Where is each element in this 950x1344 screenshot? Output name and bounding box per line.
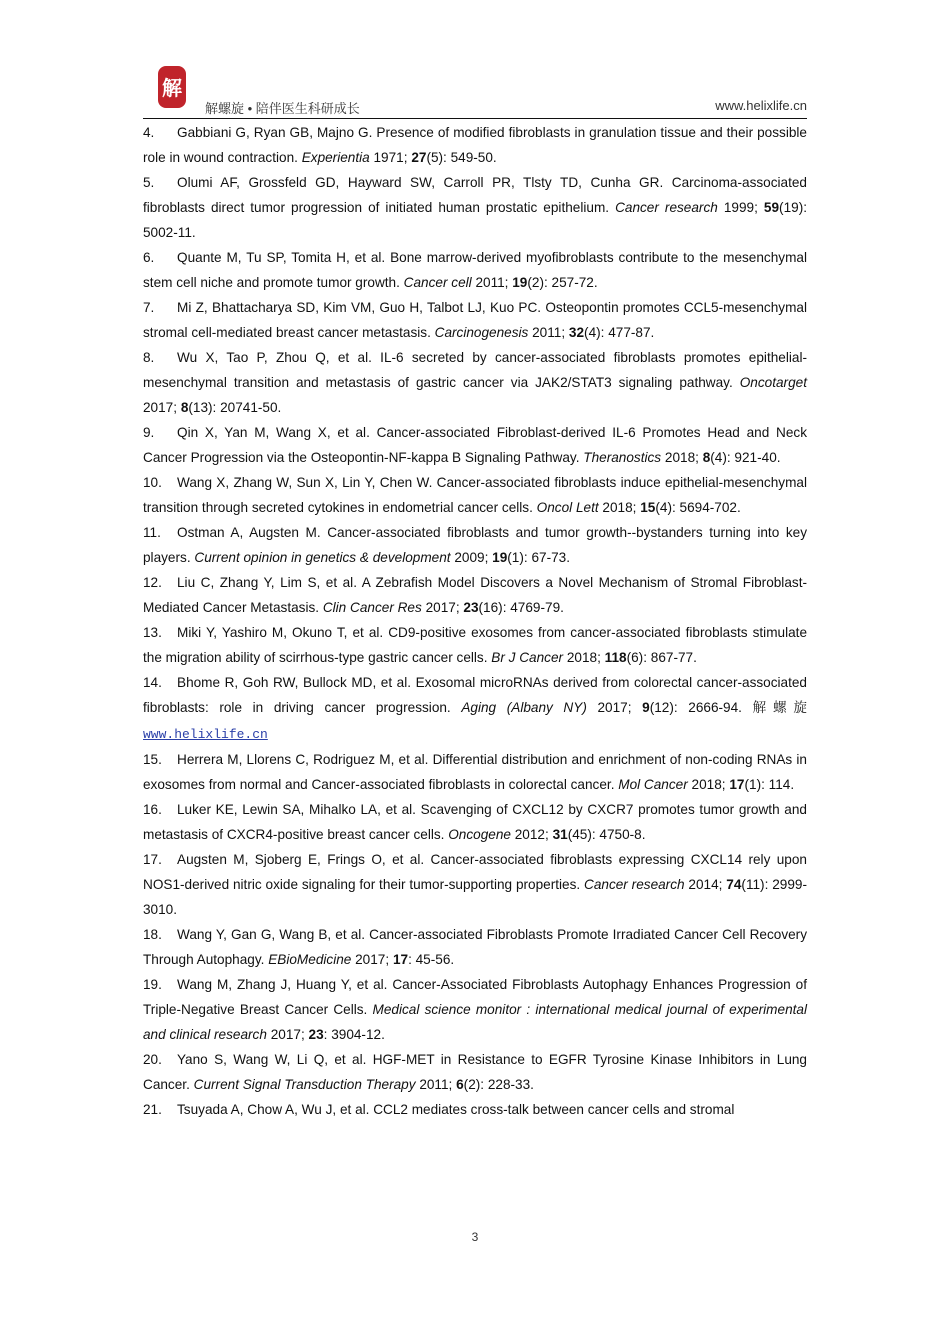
reference-text: Mi Z, Bhattacharya SD, Kim VM, Guo H, Talbot LJ, Kuo PC. Osteopontin promotes CCL5-mesenchymal stromal cell-mediated breast cancer metastasis. bbox=[143, 300, 807, 340]
reference-text: Wang X, Zhang W, Sun X, Lin Y, Chen W. Cancer-associated fibroblasts induce epithelial-mesenchymal transition through secreted cytokines in endometrial cancer cells. bbox=[143, 475, 807, 515]
reference-number: 14. bbox=[143, 675, 162, 690]
reference-volume: 32 bbox=[568, 325, 585, 340]
reference-year: 2018; bbox=[566, 650, 601, 665]
reference-pages: (4): 921-40. bbox=[710, 450, 781, 465]
reference-number: 12. bbox=[143, 575, 162, 590]
reference-volume: 31 bbox=[552, 827, 568, 842]
reference-number: 6. bbox=[143, 250, 155, 265]
reference-year: 2017; bbox=[425, 600, 460, 615]
reference-volume: 27 bbox=[411, 150, 427, 165]
reference-number: 19. bbox=[143, 977, 162, 992]
reference-pages: (2): 257-72. bbox=[527, 275, 598, 290]
reference-text: Miki Y, Yashiro M, Okuno T, et al. CD9-positive exosomes from cancer-associated fibroblasts stimulate the migration ability of scirrhous-type gastric cancer cells. bbox=[143, 625, 807, 665]
reference-text: Tsuyada A, Chow A, Wu J, et al. CCL2 mediates cross-talk between cancer cells and stromal bbox=[177, 1102, 735, 1117]
reference-number: 21. bbox=[143, 1102, 162, 1117]
reference-year: 2011; bbox=[532, 325, 566, 340]
reference-number: 15. bbox=[143, 752, 162, 767]
reference-number: 20. bbox=[143, 1052, 162, 1067]
site-url[interactable]: www.helixlife.cn bbox=[715, 98, 807, 113]
reference-volume: 19 bbox=[512, 275, 528, 290]
reference-item bbox=[143, 170, 807, 245]
reference-text: Qin X, Yan M, Wang X, et al. Cancer-associated Fibroblast-derived IL-6 Promotes Head and Neck Cancer Progression via the Osteopontin-NF-kappa B Signaling Pathway. bbox=[143, 425, 807, 465]
reference-number: 18. bbox=[143, 927, 162, 942]
reference-text: Yano S, Wang W, Li Q, et al. HGF-MET in Resistance to EGFR Tyrosine Kinase Inhibitors in Lung Cancer. bbox=[143, 1052, 807, 1092]
reference-pages: (4): 477-87. bbox=[584, 325, 655, 340]
reference-item bbox=[143, 747, 807, 797]
reference-text: Bhome R, Goh RW, Bullock MD, et al. Exosomal microRNAs derived from colorectal cancer-associated fibroblasts: role in driving cancer progression. bbox=[143, 675, 807, 715]
reference-number: 4. bbox=[143, 125, 155, 140]
reference-text: Wang M, Zhang J, Huang Y, et al. Cancer-Associated Fibroblasts Autophagy Enhances Progression of Triple-Negative Breast Cancer Cells. bbox=[143, 977, 807, 1017]
reference-pages: (12): 2666-94. bbox=[649, 700, 742, 715]
reference-volume: 8 bbox=[702, 450, 711, 465]
reference-pages: : 3904-12. bbox=[323, 1027, 385, 1042]
reference-text: Olumi AF, Grossfeld GD, Hayward SW, Carroll PR, Tlsty TD, Cunha GR. Carcinoma-associated fibroblasts direct tumor progression of initiated human prostatic epithelium. bbox=[143, 175, 807, 215]
reference-pages: (45): 4750-8. bbox=[567, 827, 646, 842]
reference-journal: EBioMedicine bbox=[268, 952, 352, 967]
reference-pages: (1): 114. bbox=[744, 777, 795, 792]
reference-item bbox=[143, 120, 807, 170]
reference-pages: (2): 228-33. bbox=[463, 1077, 534, 1092]
reference-number: 17. bbox=[143, 852, 162, 867]
reference-year: 2012; bbox=[514, 827, 549, 842]
reference-volume: 9 bbox=[642, 700, 650, 715]
reference-year: 2017; bbox=[143, 400, 178, 415]
reference-text: Quante M, Tu SP, Tomita H, et al. Bone marrow-derived myofibroblasts contribute to the mesenchymal stem cell niche and promote tumor growth. bbox=[143, 250, 807, 290]
reference-number: 10. bbox=[143, 475, 162, 490]
reference-year: 2014; bbox=[688, 877, 723, 892]
brand-slogan: 解螺旋 • 陪伴医生科研成长 bbox=[205, 101, 360, 116]
reference-number: 16. bbox=[143, 802, 162, 817]
reference-number: 13. bbox=[143, 625, 162, 640]
reference-text: Liu C, Zhang Y, Lim S, et al. A Zebrafish Model Discovers a Novel Mechanism of Stromal Fibroblast-Mediated Cancer Metastasis. bbox=[143, 575, 807, 615]
reference-journal: Clin Cancer Res bbox=[322, 600, 422, 615]
reference-volume: 74 bbox=[726, 877, 742, 892]
reference-year: 1999; bbox=[723, 200, 758, 215]
reference-text: Ostman A, Augsten M. Cancer-associated fibroblasts and tumor growth--bystanders turning into key players. bbox=[143, 525, 807, 565]
inline-watermark: 解螺旋 bbox=[752, 700, 808, 716]
reference-item bbox=[143, 922, 807, 972]
reference-volume: 118 bbox=[604, 650, 627, 665]
reference-journal: Theranostics bbox=[583, 450, 662, 465]
reference-pages: (19): 5002-11. bbox=[143, 200, 807, 240]
reference-number: 11. bbox=[143, 525, 161, 540]
reference-text: Luker KE, Lewin SA, Mihalko LA, et al. Scavenging of CXCL12 by CXCR7 promotes tumor growth and metastasis of CXCR4-positive breast cancer cells. bbox=[143, 802, 807, 842]
reference-journal: Cancer research bbox=[615, 200, 718, 215]
reference-pages: (1): 67-73. bbox=[507, 550, 570, 565]
reference-year: 2018; bbox=[602, 500, 637, 515]
reference-year: 2018; bbox=[691, 777, 726, 792]
reference-pages: : 45-56. bbox=[408, 952, 455, 967]
reference-journal: Mol Cancer bbox=[618, 777, 688, 792]
reference-journal: Cancer research bbox=[584, 877, 685, 892]
reference-item bbox=[143, 797, 807, 847]
reference-volume: 8 bbox=[180, 400, 189, 415]
reference-year: 2009; bbox=[454, 550, 489, 565]
reference-volume: 17 bbox=[392, 952, 409, 967]
reference-journal: Aging (Albany NY) bbox=[461, 700, 587, 715]
reference-year: 2017; bbox=[597, 700, 632, 715]
reference-item bbox=[143, 1097, 807, 1122]
reference-item bbox=[143, 570, 807, 620]
reference-year: 2017; bbox=[355, 952, 390, 967]
reference-journal: Cancer cell bbox=[403, 275, 472, 290]
reference-item bbox=[143, 420, 807, 470]
reference-volume: 19 bbox=[492, 550, 508, 565]
reference-pages: (5): 549-50. bbox=[426, 150, 497, 165]
reference-text: Wang Y, Gan G, Wang B, et al. Cancer-associated Fibroblasts Promote Irradiated Cancer Cell Recovery Through Autophagy. bbox=[143, 927, 807, 967]
reference-year: 2017; bbox=[270, 1027, 305, 1042]
reference-year: 1971; bbox=[373, 150, 408, 165]
reference-volume: 23 bbox=[308, 1027, 324, 1042]
reference-journal: Br J Cancer bbox=[491, 650, 564, 665]
reference-journal: Oncogene bbox=[448, 827, 511, 842]
reference-number: 8. bbox=[143, 350, 155, 365]
reference-item bbox=[143, 295, 807, 345]
reference-journal: Oncol Lett bbox=[536, 500, 599, 515]
reference-journal: Current opinion in genetics & development bbox=[194, 550, 451, 565]
reference-item bbox=[143, 470, 807, 520]
reference-pages: (6): 867-77. bbox=[626, 650, 697, 665]
reference-pages: (11): 2999-3010. bbox=[143, 877, 807, 917]
reference-item bbox=[143, 670, 807, 747]
reference-year: 2011; bbox=[419, 1077, 453, 1092]
reference-text: Wu X, Tao P, Zhou Q, et al. IL-6 secreted by cancer-associated fibroblasts promotes epithelial-mesenchymal transition and metastasis of gastric cancer via JAK2/STAT3 signaling pathway. bbox=[143, 350, 807, 390]
watermark-link[interactable]: www.helixlife.cn bbox=[143, 727, 268, 742]
reference-text: Gabbiani G, Ryan GB, Majno G. Presence of modified fibroblasts in granulation tissue and their possible role in wound contraction. bbox=[143, 125, 807, 165]
reference-item bbox=[143, 847, 807, 922]
reference-pages: (13): 20741-50. bbox=[188, 400, 282, 415]
reference-year: 2011; bbox=[475, 275, 509, 290]
reference-journal: Oncotarget bbox=[739, 375, 807, 390]
reference-journal: Experientia bbox=[301, 150, 370, 165]
reference-text: Augsten M, Sjoberg E, Frings O, et al. Cancer-associated fibroblasts expressing CXCL14 rely upon NOS1-derived nitric oxide signaling for their tumor-supporting properties. bbox=[143, 852, 807, 892]
reference-text: Herrera M, Llorens C, Rodriguez M, et al. Differential distribution and enrichment of non-coding RNAs in exosomes from normal and Cancer-associated fibroblasts in colorectal cancer. bbox=[143, 752, 807, 792]
reference-item bbox=[143, 245, 807, 295]
reference-pages: (16): 4769-79. bbox=[478, 600, 564, 615]
helixlife-logo-icon bbox=[156, 64, 188, 110]
reference-volume: 17 bbox=[729, 777, 745, 792]
reference-number: 7. bbox=[143, 300, 155, 315]
reference-item bbox=[143, 620, 807, 670]
header-rule bbox=[143, 118, 807, 119]
reference-journal: Current Signal Transduction Therapy bbox=[193, 1077, 416, 1092]
reference-item bbox=[143, 972, 807, 1047]
reference-journal: Carcinogenesis bbox=[434, 325, 529, 340]
reference-item bbox=[143, 520, 807, 570]
reference-volume: 6 bbox=[456, 1077, 464, 1092]
reference-journal: Medical science monitor : international medical journal of experimental and clinical research bbox=[143, 1002, 807, 1042]
reference-pages: (4): 5694-702. bbox=[655, 500, 741, 515]
reference-number: 5. bbox=[143, 175, 155, 190]
reference-volume: 15 bbox=[640, 500, 656, 515]
reference-list bbox=[143, 120, 807, 1122]
reference-year: 2018; bbox=[664, 450, 699, 465]
logo-glyph: 解 bbox=[162, 76, 182, 100]
page-number: 3 bbox=[471, 1230, 479, 1244]
reference-item bbox=[143, 345, 807, 420]
page-header bbox=[143, 62, 807, 120]
reference-number: 9. bbox=[143, 425, 155, 440]
reference-volume: 59 bbox=[763, 200, 780, 215]
reference-volume: 23 bbox=[463, 600, 479, 615]
reference-item bbox=[143, 1047, 807, 1097]
